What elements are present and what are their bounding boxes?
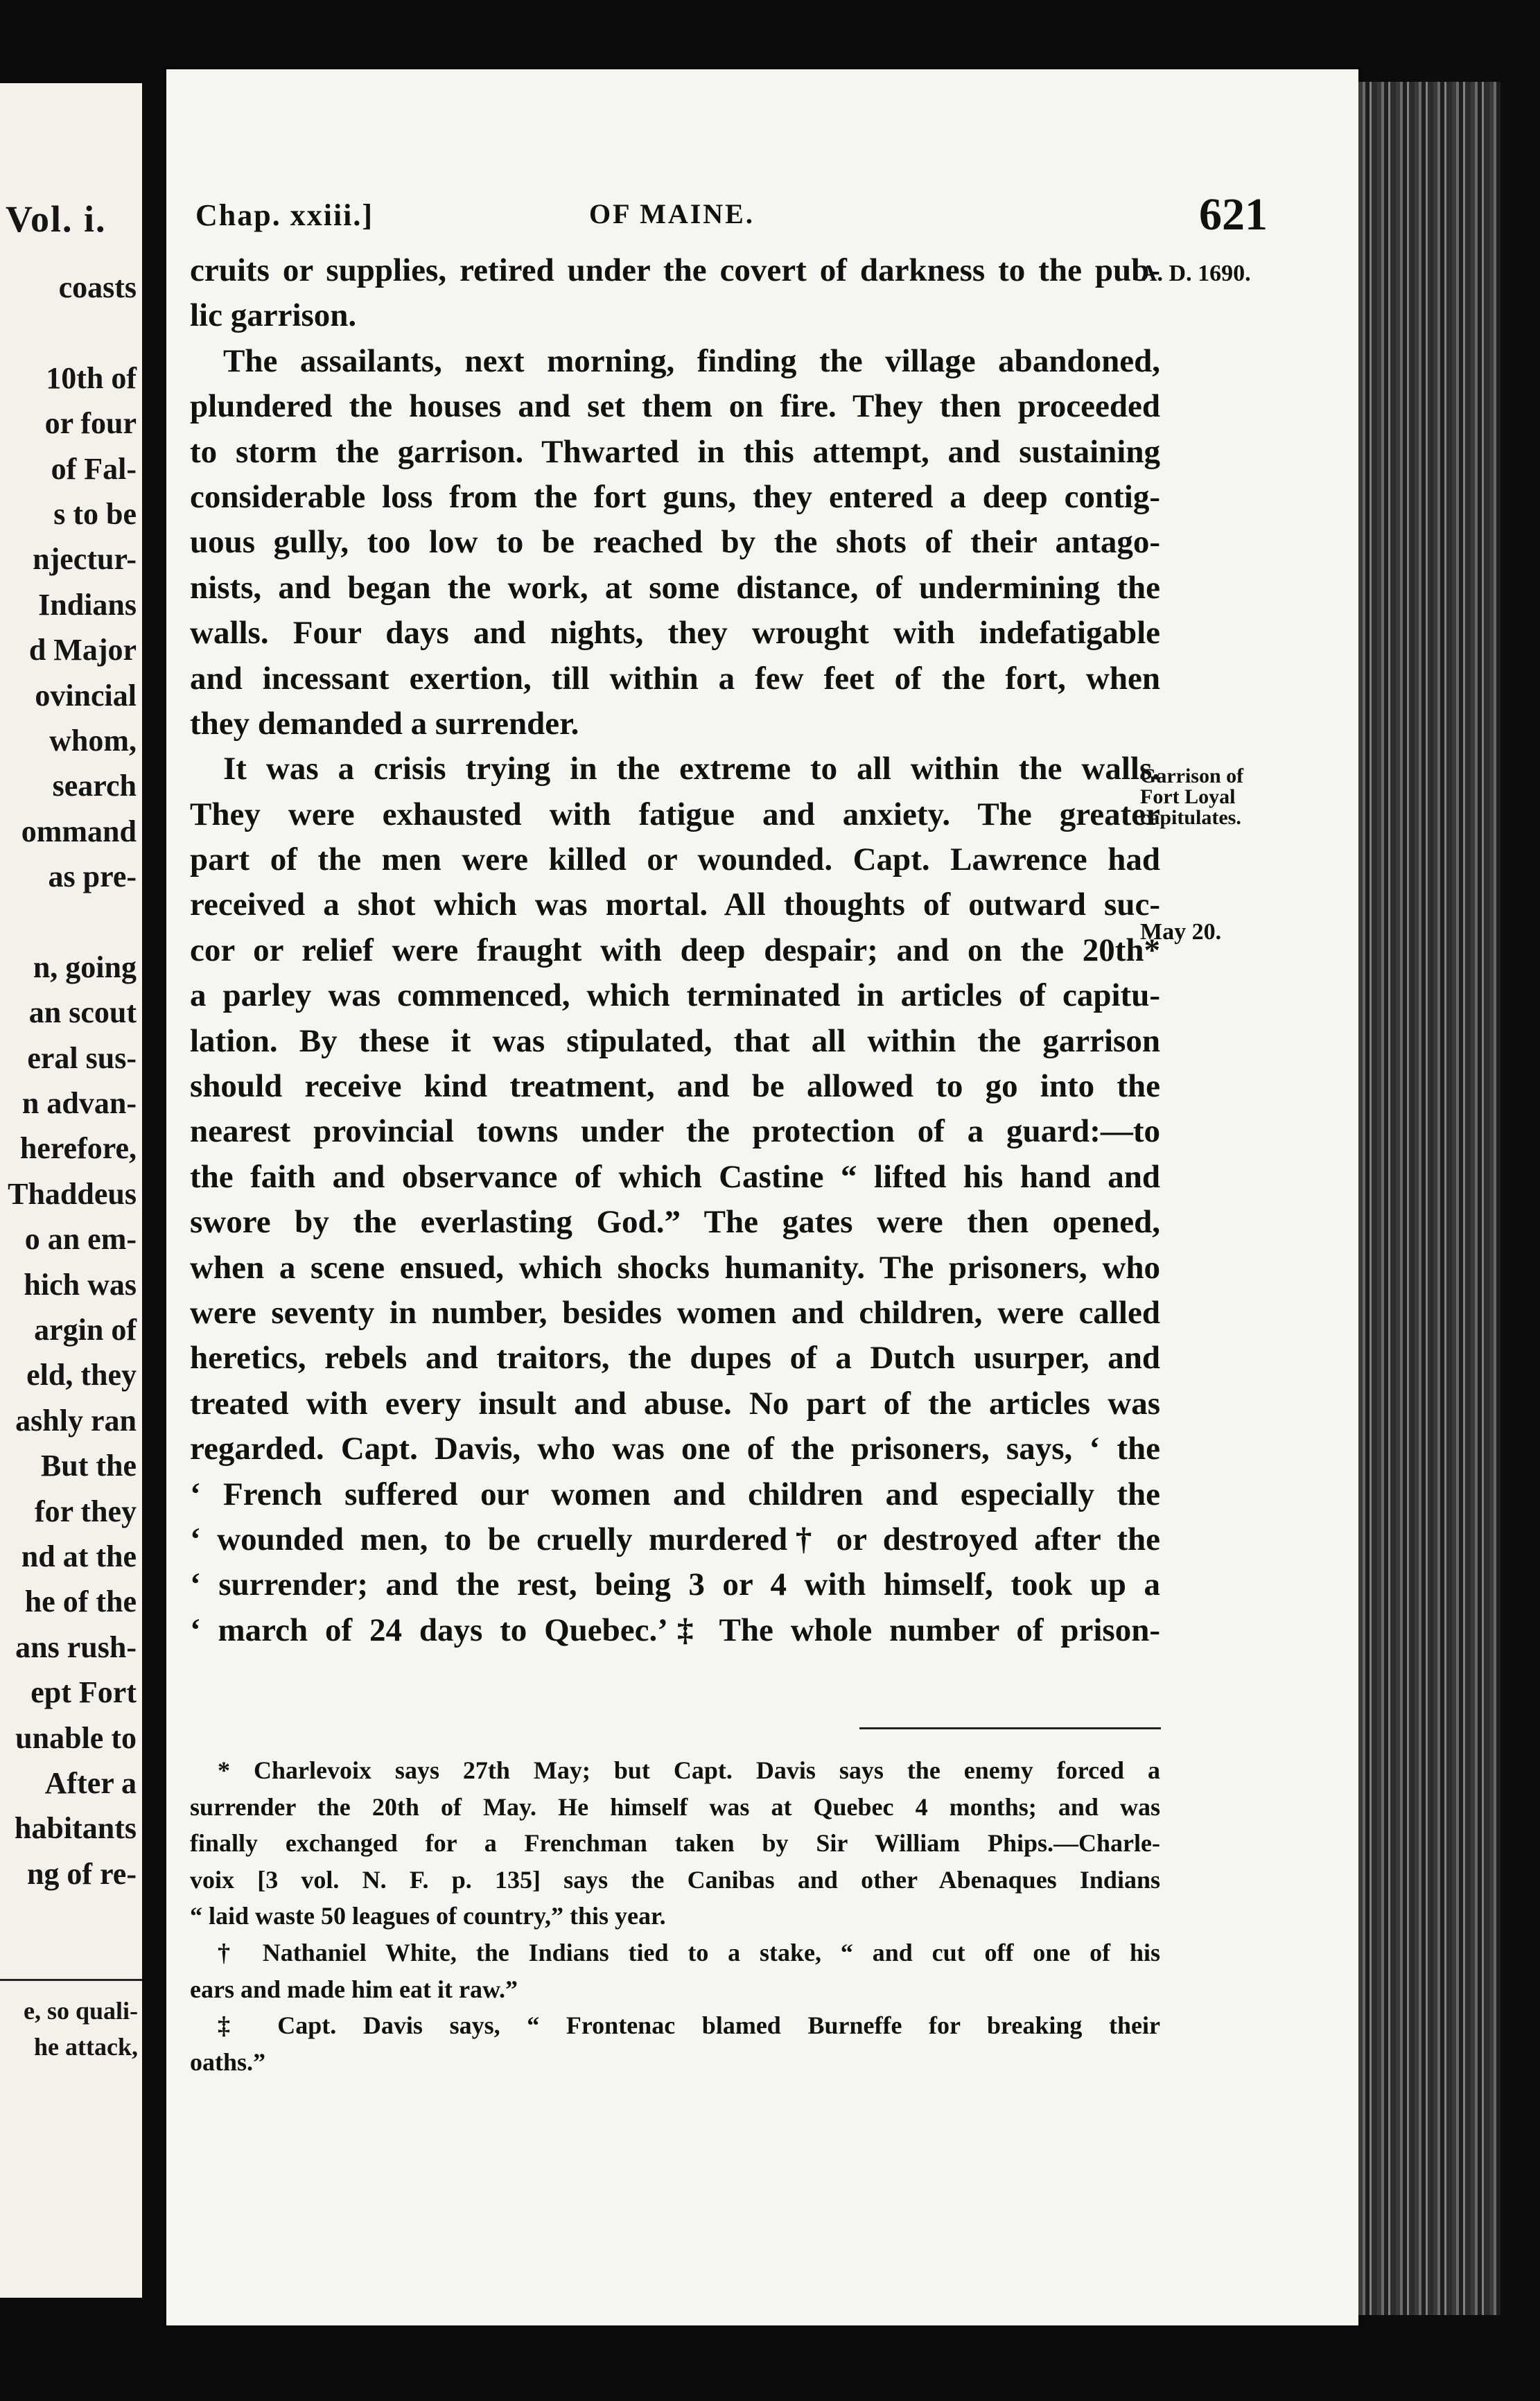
margin-note-date: May 20. <box>1140 919 1222 945</box>
facing-page-text <box>0 265 137 1896</box>
facing-page-line: njectur- <box>33 542 137 577</box>
running-header <box>166 189 1358 250</box>
facing-page-line: n, going <box>33 950 137 984</box>
text-line: cor or relief were fraught with deep despair; and on the 20th* <box>190 932 1160 968</box>
text-line: They were exhausted with fatigue and anxiety. The greater <box>190 796 1160 832</box>
facing-page-line: as pre- <box>48 859 137 894</box>
facing-page-line: he of the <box>24 1584 137 1619</box>
footnotes <box>190 1752 1160 2080</box>
facing-page-footnotes <box>0 1993 138 2065</box>
facing-page-line: habitants <box>14 1811 137 1846</box>
facing-page-line: ommand <box>21 814 137 848</box>
footnote-rule <box>859 1727 1161 1729</box>
text-line: treated with every insult and abuse. No part of the articles was <box>190 1385 1160 1422</box>
footnote-line: * Charlevoix says 27th May; but Capt. Davis says the enemy forced a <box>218 1756 1160 1784</box>
facing-page-line: ovincial <box>35 678 137 713</box>
footnote-line: ‡ Capt. Davis says, “ Frontenac blamed Burneffe for breaking their <box>218 2011 1160 2040</box>
facing-page-fragment <box>0 83 142 2298</box>
facing-page-line: eld, they <box>26 1358 137 1392</box>
facing-page-line: Thaddeus <box>8 1176 137 1211</box>
facing-page-line: o an em- <box>24 1222 137 1257</box>
margin-note-year: A. D. 1690. <box>1140 261 1251 286</box>
text-line: ‘ march of 24 days to Quebec.’‡ The whole number of prison- <box>190 1612 1160 1648</box>
footnote-line: surrender the 20th of May. He himself was at Quebec 4 months; and was <box>190 1792 1160 1821</box>
text-line: part of the men were killed or wounded. Capt. Lawrence had <box>190 841 1160 878</box>
facing-page-line: ans rush- <box>15 1630 137 1664</box>
facing-page-line: or four <box>44 406 137 441</box>
facing-page-header: Vol. i. <box>6 198 107 240</box>
facing-page-line <box>0 899 137 944</box>
facing-page-line: n advan- <box>21 1086 137 1121</box>
facing-page-line: s to be <box>53 496 137 531</box>
footnote-line: voix [3 vol. N. F. p. 135] says the Canibas and other Abenaques Indians <box>190 1865 1160 1894</box>
facing-page-line: After a <box>44 1765 137 1800</box>
facing-page-line: unable to <box>15 1720 137 1755</box>
text-line: lation. By these it was stipulated, that all within the garrison <box>190 1022 1160 1059</box>
facing-page-line: herefore, <box>19 1131 137 1166</box>
text-line: received a shot which was mortal. All thoughts of outward suc- <box>190 887 1160 923</box>
text-line: they demanded a surrender. <box>190 705 579 742</box>
text-line: cruits or supplies, retired under the covert of darkness to the pub- <box>190 252 1160 288</box>
margin-note-line: capitulates. <box>1140 806 1241 829</box>
facing-page-line: an scout <box>28 995 137 1030</box>
margin-note-line: Garrison of <box>1140 765 1244 787</box>
text-line: It was a crisis trying in the extreme to all within the walls. <box>223 751 1160 787</box>
text-line: ‘ French suffered our women and children and especially the <box>190 1476 1160 1512</box>
footnote-line: ears and made him eat it raw.” <box>190 1975 518 2003</box>
text-line: lic garrison. <box>190 297 357 334</box>
facing-page-line: argin of <box>34 1312 137 1347</box>
facing-page-line: hich was <box>24 1267 137 1302</box>
facing-page-line: search <box>52 769 137 803</box>
facing-page-line: of Fal- <box>51 451 137 486</box>
text-line: ‘ surrender; and the rest, being 3 or 4 with himself, took up a <box>190 1566 1160 1603</box>
text-line: swore by the everlasting God.” The gates were then opened, <box>190 1204 1160 1241</box>
text-line: were seventy in number, besides women and children, were called <box>190 1294 1160 1331</box>
facing-page-line: But the <box>40 1449 137 1483</box>
facing-page-line: d Major <box>28 633 137 667</box>
text-line: uous gully, too low to be reached by the shots of their antago- <box>190 524 1160 561</box>
margin-note-line: Fort Loyal <box>1140 785 1236 808</box>
text-line: walls. Four days and nights, they wrought with indefatigable <box>190 615 1160 652</box>
book-page <box>166 69 1358 2325</box>
facing-page-line: ng of re- <box>26 1856 137 1891</box>
footnote-line: “ laid waste 50 leagues of country,” this year. <box>190 1902 666 1930</box>
facing-page-line: whom, <box>49 723 137 758</box>
text-line: The assailants, next morning, finding the village abandoned, <box>223 342 1160 379</box>
text-line: nists, and began the work, at some distance, of undermining the <box>190 569 1160 606</box>
facing-page-line: ashly ran <box>15 1403 137 1438</box>
text-line: a parley was commenced, which terminated in articles of capitu- <box>190 977 1160 1014</box>
footnote-line: oaths.” <box>190 2048 266 2076</box>
text-line: the faith and observance of which Castine “ lifted his hand and <box>190 1158 1160 1195</box>
facing-page-footnote-line: he attack, <box>34 2033 138 2061</box>
facing-page-line: Indians <box>38 587 137 622</box>
facing-page-line: 10th of <box>46 360 137 395</box>
text-line: nearest provincial towns under the protection of a guard:—to <box>190 1113 1160 1150</box>
running-title: OF MAINE. <box>589 198 755 229</box>
facing-page-line: for they <box>34 1494 137 1528</box>
body-text <box>190 248 1160 1653</box>
text-line: to storm the garrison. Thwarted in this attempt, and sustaining <box>190 433 1160 470</box>
text-line: ‘ wounded men, to be cruelly murdered† or destroyed after the <box>190 1521 1160 1557</box>
facing-page-footnote-rule <box>0 1979 142 1981</box>
chapter-heading: Chap. xxiii.] <box>195 198 374 232</box>
facing-page-footnote-line: e, so quali- <box>23 1997 138 2025</box>
text-line: should receive kind treatment, and be allowed to go into the <box>190 1068 1160 1105</box>
text-line: and incessant exertion, till within a few feet of the fort, when <box>190 660 1160 697</box>
text-line: regarded. Capt. Davis, who was one of the prisoners, says, ‘ the <box>190 1431 1160 1467</box>
facing-page-line: nd at the <box>21 1539 137 1573</box>
text-line: heretics, rebels and traitors, the dupes of a Dutch usurper, and <box>190 1340 1160 1377</box>
text-line: when a scene ensued, which shocks humanity. The prisoners, who <box>190 1249 1160 1286</box>
book-edge <box>1358 82 1500 2315</box>
footnote-line: † Nathaniel White, the Indians tied to a stake, “ and cut off one of his <box>218 1938 1160 1966</box>
facing-page-line: ept Fort <box>30 1675 137 1710</box>
text-line: plundered the houses and set them on fire. They then proceeded <box>190 388 1160 425</box>
text-line: considerable loss from the fort guns, they entered a deep contig- <box>190 478 1160 515</box>
facing-page-line <box>0 310 137 355</box>
page-number: 621 <box>1199 189 1268 240</box>
footnote-line: finally exchanged for a Frenchman taken by Sir William Phips.—Charle- <box>190 1829 1160 1858</box>
facing-page-line: coasts <box>58 270 137 304</box>
facing-page-line: eral sus- <box>27 1040 137 1075</box>
